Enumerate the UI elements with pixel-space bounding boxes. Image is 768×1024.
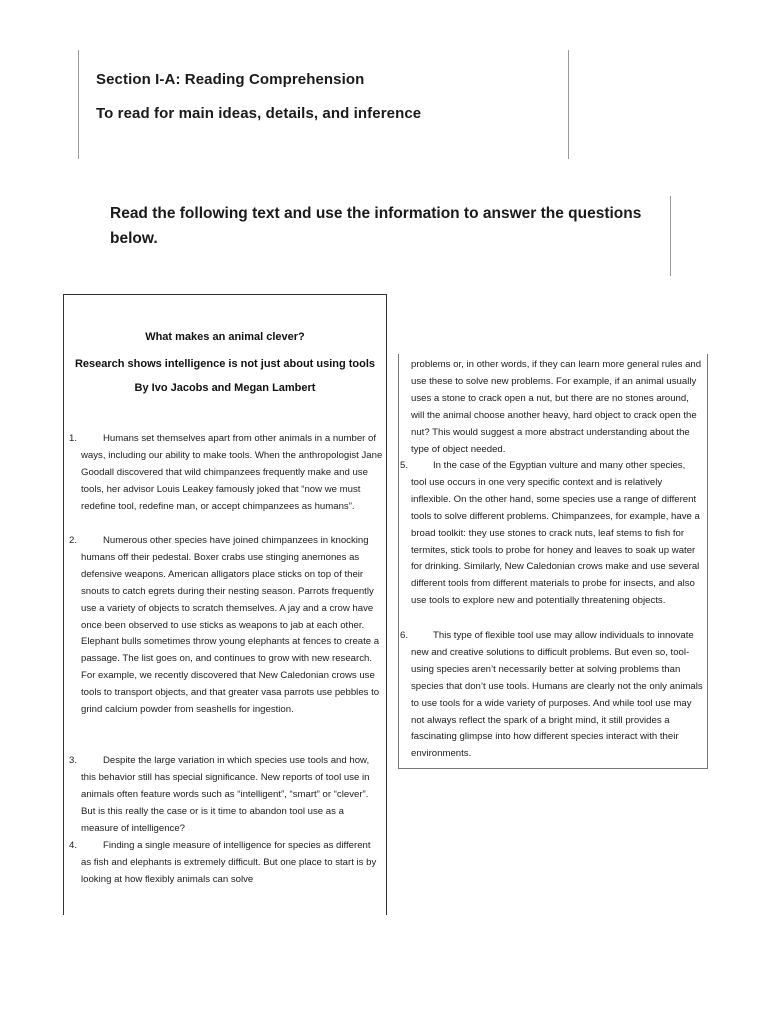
header-left-rule [78,50,79,159]
paragraph-number: 3. [69,755,78,766]
paragraph-text: In the case of the Egyptian vulture and many other species, tool use occurs in one very specific context and is relatively inflexible. On the other hand, some species use a range of different tools to solve different problems. Chimpanzees, for example, have a broad toolkit: they use stones to crack nuts, leaf stems to fish for termites, stick tools to probe for honey and leaves to soak up water for drinking. Similarly, New Caledonian crows make and use several different tools from different materials to probe for insects, and also use tools to explore new and potentially threatening objects. [411,460,700,607]
instruction-right-rule [670,196,671,276]
article-title: What makes an animal clever? [145,331,305,343]
paragraph-number: 6. [400,630,409,641]
paragraph-3 [69,753,383,838]
header-right-rule [568,50,569,159]
section-title: Section I-A: Reading Comprehension [96,71,365,88]
paragraph-text: Humans set themselves apart from other animals in a number of ways, including our ability to make tools. When the anthropologist Jane Goodall discovered that wild chimpanzees frequently make and use tools, her advisor Louis Leakey famously joked that “now we must redefine tool, redefine man, or accept chimpanzees as humans”. [81,433,383,512]
paragraph-text: Finding a single measure of intelligence for species as different as fish and elephants is extremely difficult. But one place to start is by looking at how flexibly animals can solve [81,840,377,885]
paragraph-5 [400,458,703,610]
paragraph-text: Numerous other species have joined chimpanzees in knocking humans off their pedestal. Boxer crabs use stinging anemones as defensive weapons. American alligators place sticks on top of their snouts to catch egrets during their nesting season. Parrots frequently use a variety of objects to scratch themselves. A jay and a crow have once been observed to use sticks as weapons to jab at each other. Elephant bulls sometimes throw young elephants at fences to create a passage. The list goes on, and continues to grow with new research. For example, we recently discovered that New Caledonian crows use tools to transport objects, and that greater vasa parrots use pebbles to grind calcium powder from seashells for ingestion. [81,535,380,716]
article-byline: By Ivo Jacobs and Megan Lambert [134,382,316,394]
paragraph-2 [69,533,383,719]
paragraph-number: 5. [400,460,409,471]
paragraph-number: 1. [69,433,78,444]
instruction-text: Read the following text and use the information to answer the questions below. [110,205,642,247]
paragraph-number: 4. [69,840,78,851]
paragraph-4-continued [411,357,703,458]
paragraph-text: This type of flexible tool use may allow individuals to innovate new and creative solutions to difficult problems. But even so, tool-using species aren’t necessarily better at solving problems than species that don’t use tools. Humans are clearly not the only animals to use tools for a wide variety of purposes. And while tool use may not always reflect the spark of a bright mind, it still provides a fascinating glimpse into how different species interact with their environments. [411,630,703,760]
article-subtitle: Research shows intelligence is not just about using tools [74,358,376,370]
paragraph-number: 2. [69,535,78,546]
paragraph-text: Despite the large variation in which species use tools and how, this behavior still has special significance. New reports of tool use in animals often feature words such as “intelligent”, “smart” or “clever”. But is this really the case or is it time to abandon tool use as a measure of intelligence? [81,755,370,834]
section-subtitle: To read for main ideas, details, and inference [96,105,422,122]
paragraph-4 [69,838,383,889]
paragraph-1 [69,431,383,516]
paragraph-6 [400,628,703,763]
paragraph-text: problems or, in other words, if they can learn more general rules and use these to solve new problems. For example, if an animal usually uses a stone to crack open a nut, but there are no stones around, will the animal choose another heavy, hard object to crack open the nut? This would suggest a more abstract understanding about the type of object needed. [411,359,702,455]
